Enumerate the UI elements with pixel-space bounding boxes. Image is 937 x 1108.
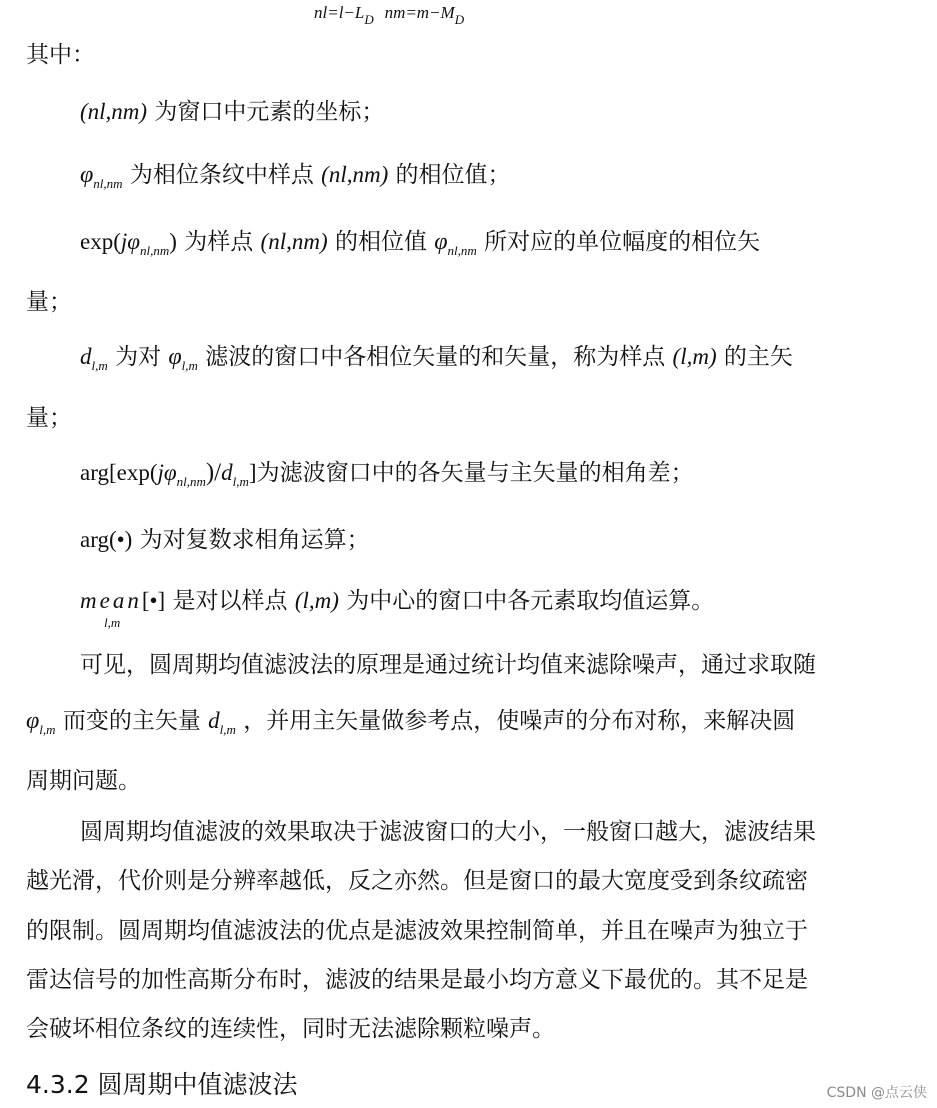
def-unit-vector-wrap: 量； [26,289,72,315]
para2-line5: 会破坏相位条纹的连续性，同时无法滤除颗粒噪声。 [26,1016,555,1042]
para2-line2: 越光滑，代价则是分辨率越低，反之亦然。但是窗口的最大宽度受到条纹疏密 [26,868,808,894]
formula-top: $nl=l-L_D$ $nm=m-M_D$ [314,3,465,27]
def-coord: (nl,nm) 为窗口中元素的坐标； [80,99,385,125]
def-arg: arg(•) 为对复数求相角运算； [80,527,370,553]
para2-line3: 的限制。圆周期均值滤波法的优点是滤波效果控制简单，并且在噪声为独立于 [26,918,808,944]
csdn-watermark: CSDN @点云侠 [826,1085,927,1101]
def-phase-diff: $arg[\exp(j\varphi_{nl,nm})/d_{l,m}]$为滤波窗口中的各矢量与主矢量的相角差； [80,459,694,489]
def-mean: mean l,m [•] 是对以样点 (l,m) 为中心的窗口中各元素取均值运算。 [80,588,715,630]
para2-line4: 雷达信号的加性高斯分布时，滤波的结果是最小均方意义下最优的。其不足是 [26,967,808,993]
para1-line3: 周期问题。 [26,768,141,794]
para1-line1: 可见，圆周期均值滤波法的原理是通过统计均值来滤除噪声，通过求取随 [80,652,816,678]
def-unit-vector: $\exp(j\varphi_{nl,nm})$ 为样点 (nl,nm) 的相位值 $\varphi_{nl,nm}$ 所对应的单位幅度的相位矢 [80,229,761,258]
para1-line2: $\varphi_{l,m}$ 而变的主矢量 $d_{l,m}$ ，并用主矢量做参考点，使噪声的分布对称，来解决圆 [26,708,796,737]
para2-line1: 圆周期均值滤波的效果取决于滤波窗口的大小，一般窗口越大，滤波结果 [80,819,816,845]
qizhong-label: 其中： [26,42,95,68]
def-main-vector-wrap: 量； [26,405,72,431]
def-main-vector: $d_{l,m}$ 为对 $\varphi_{l,m}$ 滤波的窗口中各相位矢量的和矢量，称为样点 (l,m) 的主矢 [80,344,793,373]
def-phase-value: $\varphi_{nl,nm}$ 为相位条纹中样点 (nl,nm) 的相位值； [80,162,511,191]
section-heading: 4.3.2 圆周期中值滤波法 [26,1070,298,1099]
